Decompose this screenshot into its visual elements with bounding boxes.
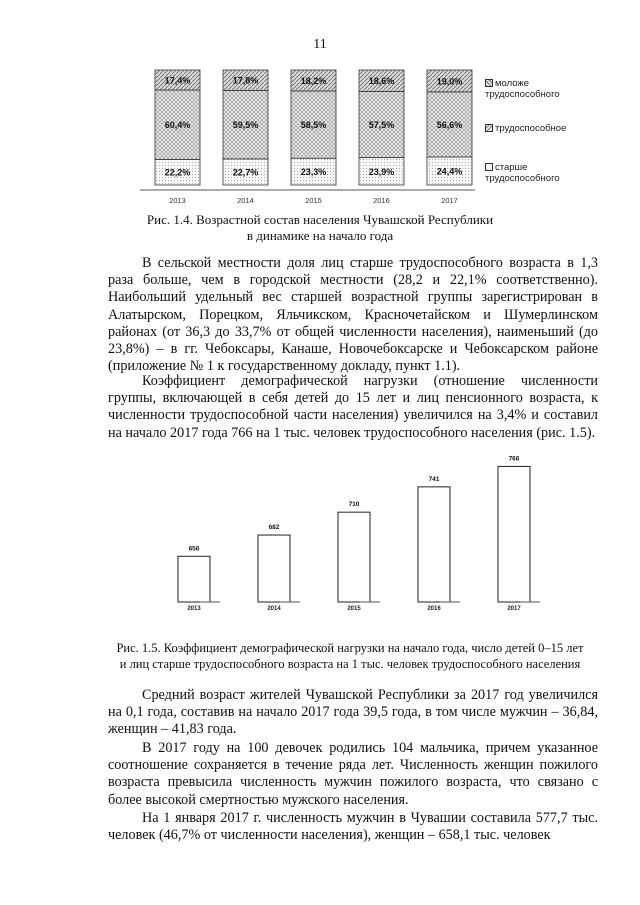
data-label-older-2016: 23,9% — [368, 166, 395, 177]
legend-older-label-2: трудоспособного — [485, 173, 560, 184]
legend-swatch-younger — [485, 79, 493, 87]
legend-younger-label-2: трудоспособного — [485, 89, 560, 100]
bar-2017 — [498, 466, 530, 602]
legend-swatch-older — [485, 163, 493, 171]
bar-2016 — [418, 487, 450, 602]
x-tick-label-2015: 2015 — [347, 606, 361, 612]
data-label-younger-2017: 19,0% — [436, 76, 463, 87]
data-label-working-2013: 60,4% — [164, 120, 191, 131]
age-structure-chart — [140, 62, 485, 207]
data-label-2015: 710 — [348, 501, 360, 509]
data-label-2016: 741 — [428, 475, 440, 483]
x-tick-label-2016: 2016 — [427, 606, 441, 612]
data-label-2014: 682 — [268, 524, 280, 532]
data-label-younger-2014: 17,8% — [232, 75, 259, 86]
legend-swatch-working — [485, 124, 493, 132]
data-label-younger-2016: 18,6% — [368, 76, 395, 87]
figure-1-5-caption-line2: и лиц старше трудоспособного возраста на 1 тыс. человек трудоспособного населения — [119, 657, 581, 671]
dependency-ratio-chart — [150, 440, 570, 615]
data-label-working-2016: 57,5% — [368, 119, 395, 130]
bar-2014 — [258, 535, 290, 602]
data-label-older-2013: 22,2% — [164, 167, 191, 178]
data-label-2017: 766 — [508, 455, 520, 463]
chart-legend — [485, 78, 595, 188]
data-label-younger-2015: 18,2% — [300, 75, 327, 86]
figure-1-4-caption-line1: Рис. 1.4. Возрастной состав населения Чувашской Республики — [146, 212, 494, 227]
data-label-older-2017: 24,4% — [436, 166, 463, 177]
x-tick-label-2014: 2014 — [267, 606, 281, 612]
paragraph-population-by-sex: На 1 января 2017 г. численность мужчин в Чувашии составила 577,7 тыс. человек (46,7% от численности населения), женщин – 658,1 тыс. человек — [108, 810, 598, 844]
data-label-2013: 656 — [188, 545, 200, 553]
data-label-working-2015: 58,5% — [300, 120, 327, 131]
x-tick-label-2014: 2014 — [237, 196, 254, 205]
data-label-working-2017: 56,6% — [436, 119, 463, 130]
paragraph-sex-ratio: В 2017 году на 100 девочек родились 104 мальчика, причем указанное соотношение сохраняется в течение ряда лет. Численность женщин пожилого возраста превысила численность мужчин пожилого возраста, что связано с более высокой смертностью мужского населения. — [108, 740, 598, 808]
paragraph-dependency-ratio: Коэффициент демографической нагрузки (отношение численности группы, включающей в себя детей до 15 лет и лиц пенсионного возраста, к численности трудоспособной части населения) увеличился на 3,4% и составил на начало 2017 года 766 на 1 тыс. человек трудоспособного населения (рис. 1.5). — [108, 373, 598, 441]
page-number: 11 — [313, 37, 327, 52]
figure-1-4-caption-line2: в динамике на начало года — [246, 228, 394, 243]
data-label-working-2014: 59,5% — [232, 120, 259, 131]
figure-1-5-caption — [100, 640, 600, 672]
x-tick-label-2017: 2017 — [507, 606, 521, 612]
legend-younger-label: моложе — [495, 78, 530, 89]
paragraph-average-age: Средний возраст жителей Чувашской Республики за 2017 год увеличился на 0,1 года, составив на начало 2017 года 39,5 года, в том числе мужчин – 36,84, женщин – 41,83 года. — [108, 687, 598, 738]
legend-older-label: старше — [495, 162, 528, 173]
figure-1-5-caption-line1: Рис. 1.5. Коэффициент демографической нагрузки на начало года, число детей 0–15 лет — [116, 641, 584, 655]
x-tick-label-2017: 2017 — [441, 196, 458, 205]
bar-2015 — [338, 512, 370, 602]
bar-2013 — [178, 556, 210, 602]
figure-1-4-caption — [90, 212, 550, 244]
legend-working-label: трудоспособное — [495, 123, 567, 134]
data-label-older-2014: 22,7% — [232, 167, 259, 178]
data-label-younger-2013: 17,4% — [164, 75, 191, 86]
x-tick-label-2016: 2016 — [373, 196, 390, 205]
x-tick-label-2013: 2013 — [169, 196, 186, 205]
data-label-older-2015: 23,3% — [300, 167, 327, 178]
x-tick-label-2015: 2015 — [305, 196, 322, 205]
x-tick-label-2013: 2013 — [187, 606, 201, 612]
paragraph-rural-elderly: В сельской местности доля лиц старше трудоспособного возраста в 1,3 раза больше, чем в городской местности (28,2 и 22,1% соответственно). Наибольший удельный вес старшей возрастной группы зарегистрирован в Алатырском, Порецком, Яльчикском, Красночетайском и Шумерлинском районах (от 36,3 до 33,7% от общей численности населения), наименьший (до 23,8%) – в гг. Чебоксары, Канаше, Новочебоксарске и Чебоксарском районе (приложение № 1 к государственному докладу, пункт 1.1). — [108, 255, 598, 375]
